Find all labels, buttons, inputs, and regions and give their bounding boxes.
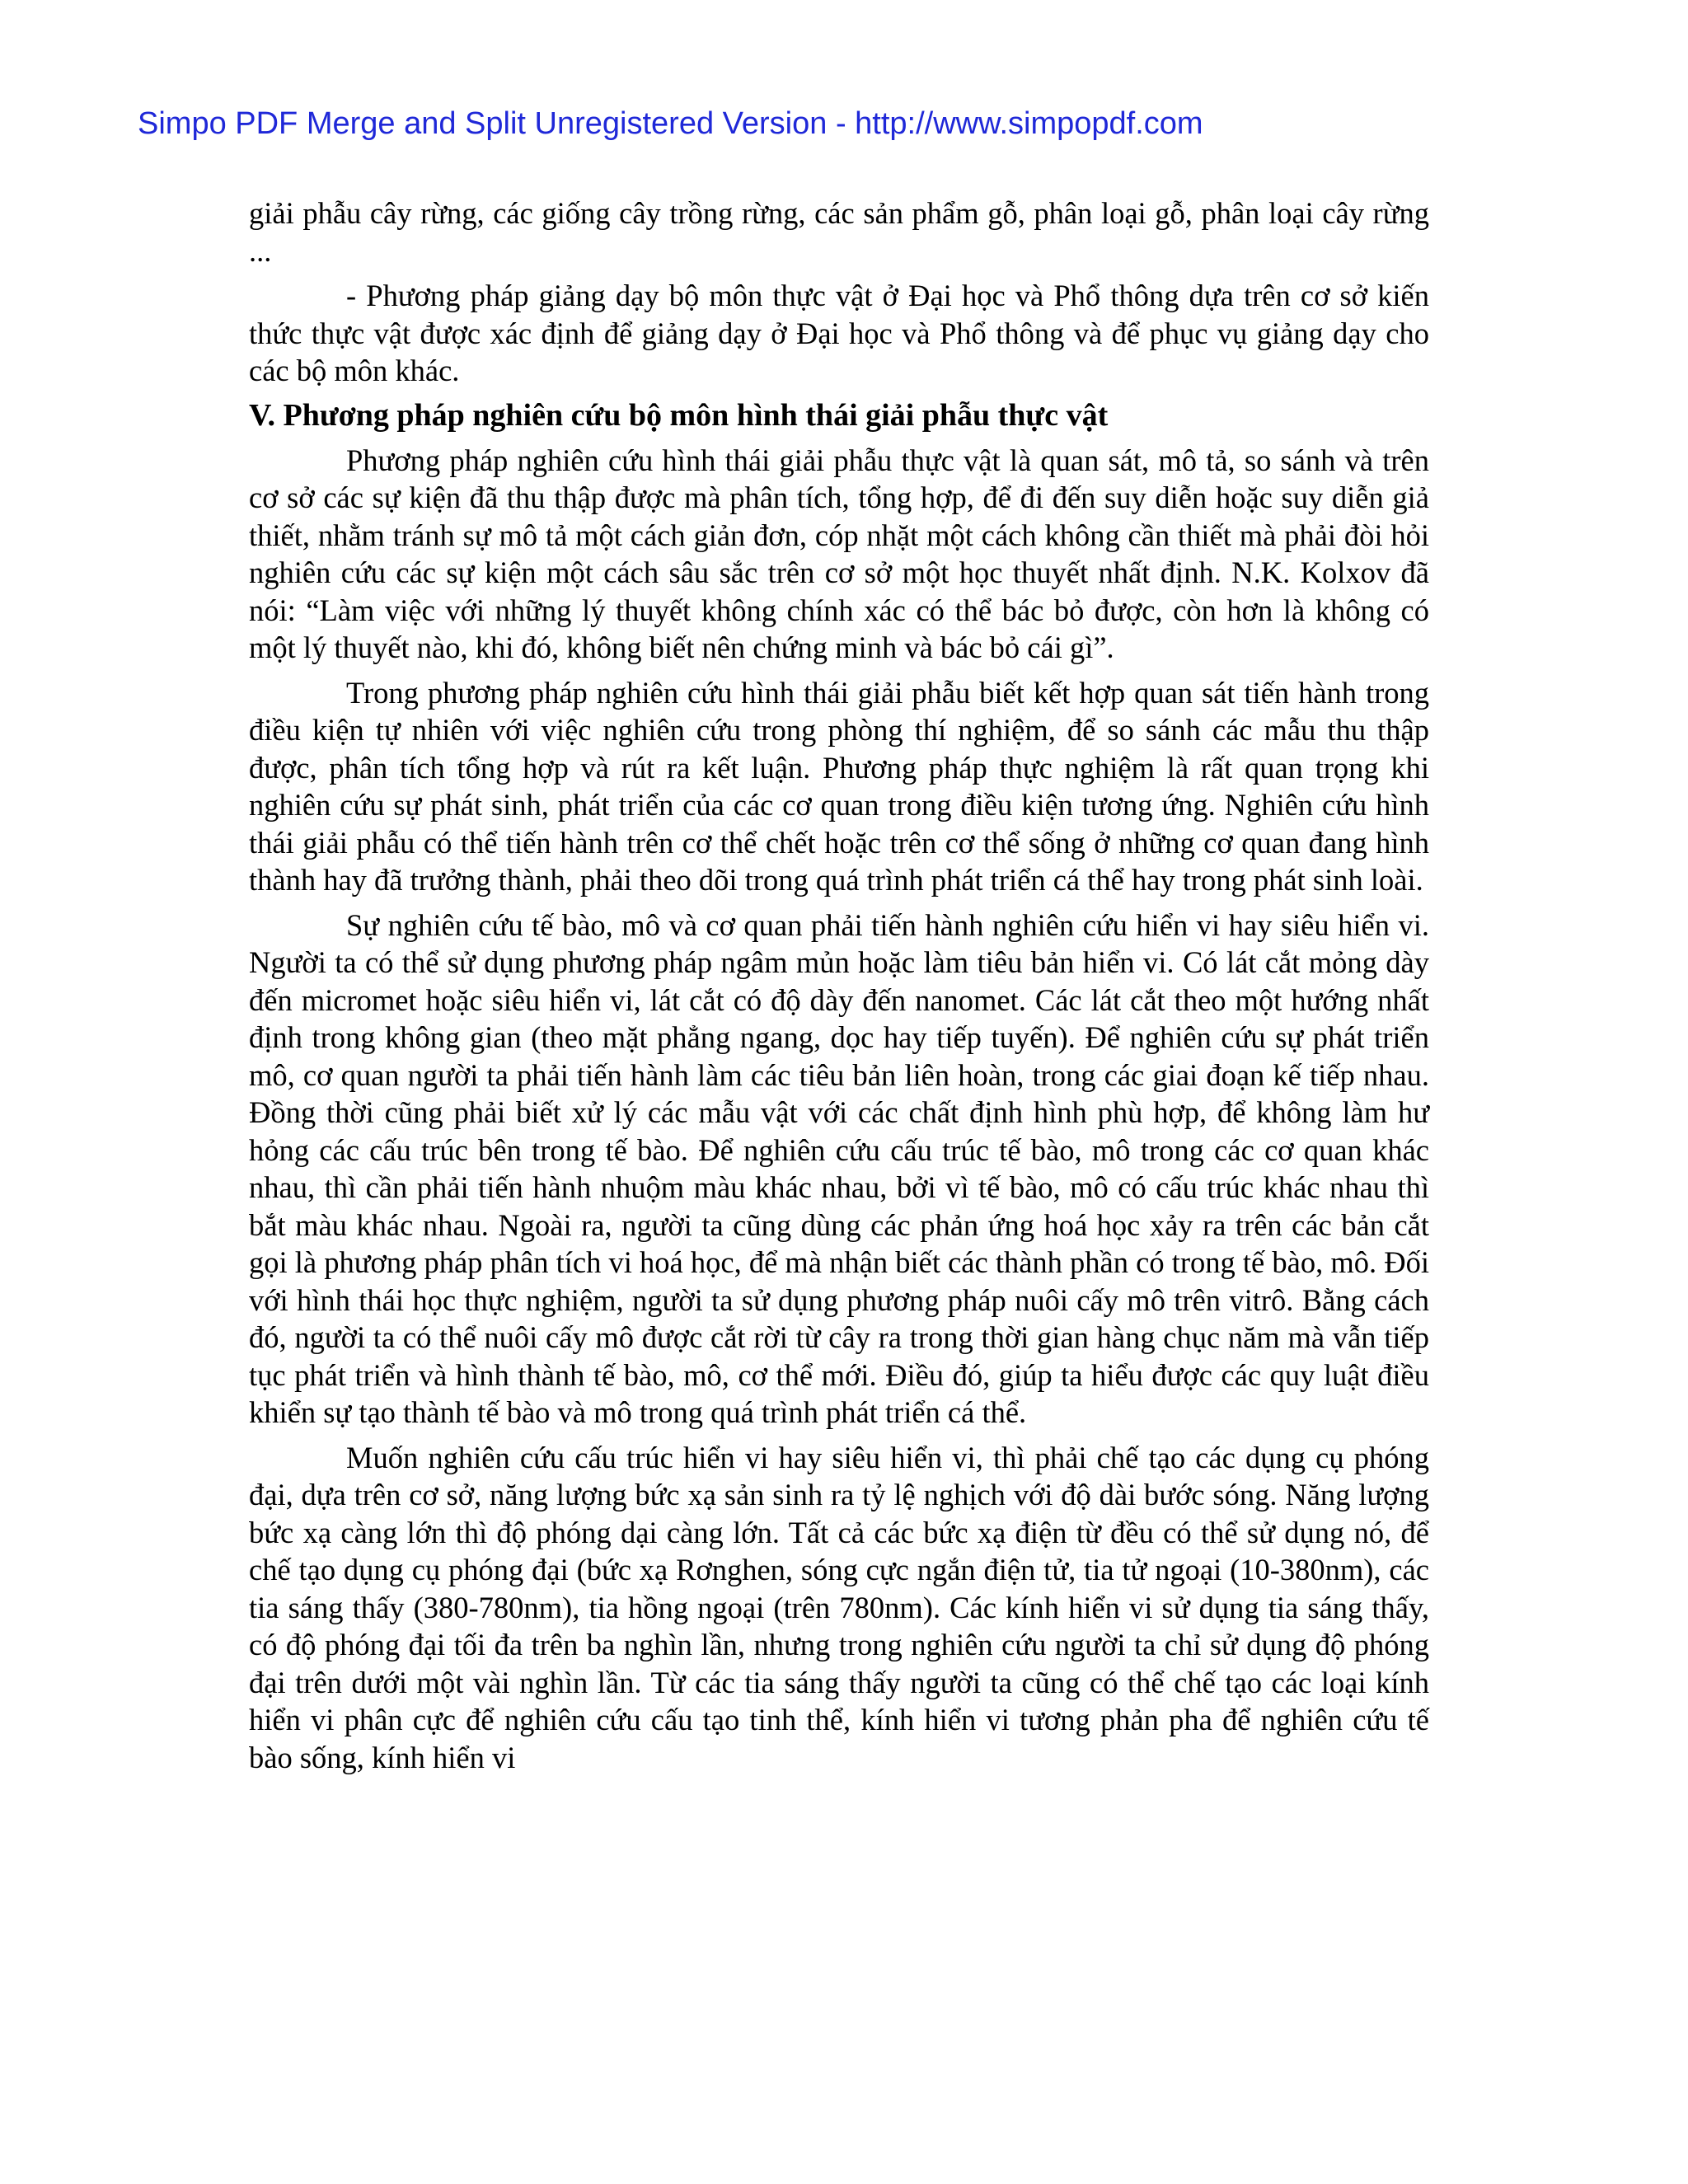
paragraph-microscopy-techniques: Sự nghiên cứu tế bào, mô và cơ quan phải tiến hành nghiên cứu hiển vi hay siêu hiển vi. Người ta có thể sử dụng phương pháp ngâm mủn hoặc làm tiêu bản hiển vi. Có lát cắt mỏng dày đến micromet hoặc siêu hiển vi, lát cắt có độ dày đến nanomet. Các lát cắt theo một hướng nhất định trong không gian (theo mặt phẳng ngang, dọc hay tiếp tuyến). Để nghiên cứu sự phát triển mô, cơ quan người ta phải tiến hành làm các tiêu bản liên hoàn, trong các giai đoạn kế tiếp nhau. Đồng thời cũng phải biết xử lý các mẫu vật với các chất định hình phù hợp, để không làm hư hỏng các cấu trúc bên trong tế bào. Để nghiên cứu cấu trúc tế bào, mô trong các cơ quan khác nhau, thì cần phải tiến hành nhuộm màu khác nhau, bởi vì tế bào, mô có cấu trúc khác nhau thì bắt màu khác nhau. Ngoài ra, người ta cũng dùng các phản ứng hoá học xảy ra trên các bản cắt gọi là phương pháp phân tích vi hoá học, để mà nhận biết các thành phần có trong tế bào, mô. Đối với hình thái học thực nghiệm, người ta sử dụng phương pháp nuôi cấy mô trên vitrô. Bằng cách đó, người ta có thể nuôi cấy mô được cắt rời từ cây ra trong thời gian hàng chục năm mà vẫn tiếp tục phát triển và hình thành tế bào, mô, cơ thể mới. Điều đó, giúp ta hiểu được các quy luật điều khiển sự tạo thành tế bào và mô trong quá trình phát triển cá thể. [249, 907, 1429, 1429]
paragraph-teaching-method: - Phương pháp giảng dạy bộ môn thực vật ở Đại học và Phổ thông dựa trên cơ sở kiến thức thực vật được xác định để giảng dạy ở Đại học và Phổ thông và để phục vụ giảng dạy cho các bộ môn khác. [249, 279, 1429, 387]
paragraph-research-method: Phương pháp nghiên cứu hình thái giải phẫu thực vật là quan sát, mô tả, so sánh và trên cơ sở các sự kiện đã thu thập được mà phân tích, tổng hợp, để đi đến suy diễn hoặc suy diễn giả thiết, nhằm tránh sự mô tả một cách giản đơn, cóp nhặt một cách không cần thiết mà phải đòi hỏi nghiên cứu các sự kiện một cách sâu sắc trên cơ sở một học thuyết nhất định. N.K. Kolxov đã nói: “Làm việc với những lý thuyết không chính xác có thể bác bỏ được, còn hơn là không có một lý thuyết nào, khi đó, không biết nên chứng minh và bác bỏ cái gì”. [249, 443, 1429, 664]
watermark-banner: Simpo PDF Merge and Split Unregistered Version - http://www.simpopdf.com [138, 106, 1203, 141]
section-heading: V. Phương pháp nghiên cứu bộ môn hình thái giải phẫu thực vật [249, 397, 1109, 433]
document-body [249, 194, 1429, 1776]
paragraph-observation-experiment: Trong phương pháp nghiên cứu hình thái giải phẫu biết kết hợp quan sát tiến hành trong điều kiện tự nhiên với việc nghiên cứu trong phòng thí nghiệm, để so sánh các mẫu thu thập được, phân tích tổng hợp và rút ra kết luận. Phương pháp thực nghiệm là rất quan trọng khi nghiên cứu sự phát sinh, phát triển của các cơ quan trong điều kiện tương ứng. Nghiên cứu hình thái giải phẫu có thể tiến hành trên cơ thể chết hoặc trên cơ thể sống ở những cơ quan đang hình thành hay đã trưởng thành, phải theo dõi trong quá trình phát triển cá thể hay trong phát sinh loài. [249, 675, 1429, 897]
paragraph-magnification-instruments: Muốn nghiên cứu cấu trúc hiển vi hay siêu hiển vi, thì phải chế tạo các dụng cụ phóng đại, dựa trên cơ sở, năng lượng bức xạ sản sinh ra tỷ lệ nghịch với độ dài bước sóng. Năng lượng bức xạ càng lớn thì độ phóng dại càng lớn. Tất cả các bức xạ điện từ đều có thể sử dụng nó, để chế tạo dụng cụ phóng đại (bức xạ Rơnghen, sóng cực ngắn điện tử, tia tử ngoại (10-380nm), các tia sáng thấy (380-780nm), tia hồng ngoại (trên 780nm). Các kính hiển vi sử dụng tia sáng thấy, có độ phóng đại tối đa trên ba nghìn lần, nhưng trong nghiên cứu người ta chỉ sử dụng độ phóng đại trên dưới một vài nghìn lần. Từ các tia sáng thấy người ta cũng có thể chế tạo các loại kính hiển vi phân cực để nghiên cứu cấu tạo tinh thể, kính hiển vi tương phản pha để nghiên cứu tế bào sống, kính hiển vi [249, 1440, 1429, 1774]
paragraph-continuation: giải phẫu cây rừng, các giống cây trồng rừng, các sản phẩm gỗ, phân loại gỗ, phân loại cây rừng ... [249, 196, 1429, 268]
